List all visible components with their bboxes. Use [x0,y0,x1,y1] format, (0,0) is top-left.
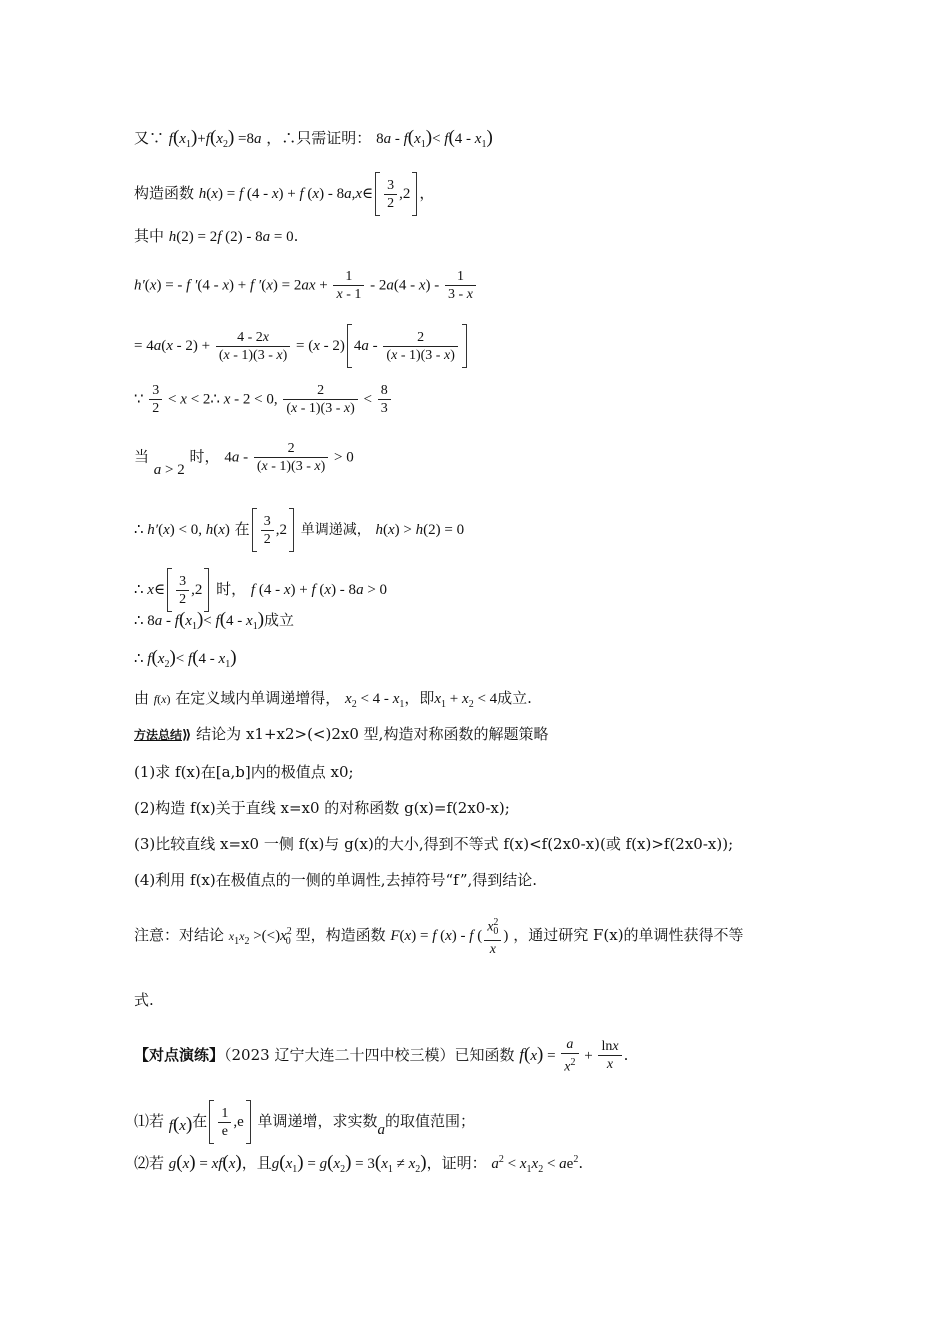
text-segment: 成立. [497,689,532,707]
proof-line-10: ∴ $8a - f(x_1)< f(4 - x_1)$成立 [134,609,295,632]
text-segment: 单调递增，求实数 [257,1112,378,1130]
text-segment: ，即 [404,689,435,707]
text-segment: 时， [216,580,247,598]
method-label: 方法总结 [134,728,183,742]
proof-line-3: 其中 h(2) = 2f (2) - 8a = 0. [134,227,299,245]
exercise-header: 【对点演练】（2023 辽宁大连二十四中校三模）已知函数 f(x) = $\frac{a}{x^2}$ + $\frac{\ln x}{x}$ . [134,1037,629,1075]
method-summary-heading: 方法总结⟫ 结论为 x1+x2>(<)2x0 型,构造对称函数的解题策略 [134,725,549,743]
text-segment: ，证明： [426,1154,487,1172]
exercise-question-1: ⑴若 f(x)在 $\frac{1}{e}$ ,e 单调递增，求实数a的取值范围； [134,1100,475,1144]
method-step-1: (1)求 f(x)在[a,b]内的极值点 x0; [134,763,354,781]
text-segment: 在定义域内单调递增得， [175,689,341,707]
proof-line-2: 构造函数 h(x) = f (4 - x) + f (x) - 8a,x∈ $\frac{3}{2}$ ,2 ， [134,172,434,216]
text-segment: 其中 [134,227,165,245]
text-segment: 注意：对结论 [134,926,225,945]
proof-line-7: 当 a > 2 时， 4a - $\frac{2}{(x - 1)(3 - x)}$ > 0 [134,441,354,478]
text-segment: 成立 [264,611,295,629]
method-step-2: (2)构造 f(x)关于直线 x=x0 的对称函数 g(x)=f(2x0-x); [134,799,510,817]
text-segment: 当 [134,447,150,466]
text-segment: ，且 [241,1154,272,1172]
text-segment: 在 [234,520,250,538]
exercise-source: （2023 辽宁大连二十四中校三模） [224,1045,455,1064]
text-segment: 又∵ [134,129,165,147]
exercise-question-2: ⑵若 g(x) = xf(x)，且$g(x_1) = g(x_2) = 3(x_1 \ne x_2)$，证明： $a^2 < x_1x_2 < ae^2$. [134,1152,584,1175]
text-segment: ⑵若 [134,1154,165,1172]
proof-line-9: ∴ x∈ $\frac{3}{2}$ ,2 时， f (4 - x) + f (x) - 8a > 0 [134,568,387,612]
math-expr: f [168,131,173,147]
proof-line-12: 由 f(x) 在定义域内单调递增得， $x_2 < 4 - x_1$，即$x_1 + x_2 < 4$成立. [134,689,532,710]
text-segment: 在 [192,1112,208,1130]
method-step-3: (3)比较直线 x=x0 一侧 f(x)与 g(x)的大小,得到不等式 f(x)<f(2x0-x)(或 f(x)>f(2x0-x)); [134,835,734,853]
text-segment: 由 [134,689,150,707]
text-segment: ⑴若 [134,1112,165,1130]
proof-line-4: h′(x) = - f ′(4 - x) + f ′(x) = 2ax + $\frac{1}{x - 1}$ - 2a(4 - x) - $\frac{1}{3 - x}$ [134,268,478,303]
text-segment: 单调递减， [300,522,371,538]
text-segment: ，通过研究 F(x)的单调性获得不等 [513,926,744,945]
proof-line-11: ∴ $f(x_2)< f(4 - x_1)$ [134,647,237,670]
proof-line-8: ∴ h′(x) < 0, h(x) 在 $\frac{3}{2}$ ,2 单调递减， h(x) > h(2) = 0 [134,508,464,552]
note-continuation: 式. [134,991,154,1009]
note-line: 注意：对结论 $x_1x_2 >(<)x^2_0$ 型，构造函数 F(x) = f (x) - f ( $\frac{x^2_0}{x}$ ) ，通过研究 F(x)的单调性获得不等 [134,914,744,958]
proof-line-5: = 4a(x - 2) + $\frac{4 - 2x}{(x - 1)(3 - x)}$ = (x - 2) 4a - $\frac{2}{(x - 1)(3 - x)}$ [134,324,469,368]
text-segment: 构造函数 [134,184,195,202]
exercise-title: 【对点演练】 [134,1045,225,1064]
text-segment: ，∴只需证明： [266,129,372,147]
method-text: 结论为 x1+x2>(<)2x0 型,构造对称函数的解题策略 [196,725,549,743]
text-segment: 的取值范围； [385,1112,476,1130]
proof-line-1: 又∵ $f(x_1)+f(x_2) =8a$ ，∴只需证明： $8a - f(x_1)< f(4 - x_1)$ [134,127,493,150]
text-segment: 已知函数 [454,1045,515,1064]
text-segment: 型，构造函数 [295,926,386,945]
proof-line-6: ∵ $\frac{3}{2}$ < x < 2∴ x - 2 < 0, $\frac{2}{(x - 1)(3 - x)}$ < $\frac{8}{3}$ [134,382,393,417]
text-segment: 时， [189,447,220,466]
method-step-4: (4)利用 f(x)在极值点的一侧的单调性,去掉符号“f”,得到结论. [134,871,538,889]
